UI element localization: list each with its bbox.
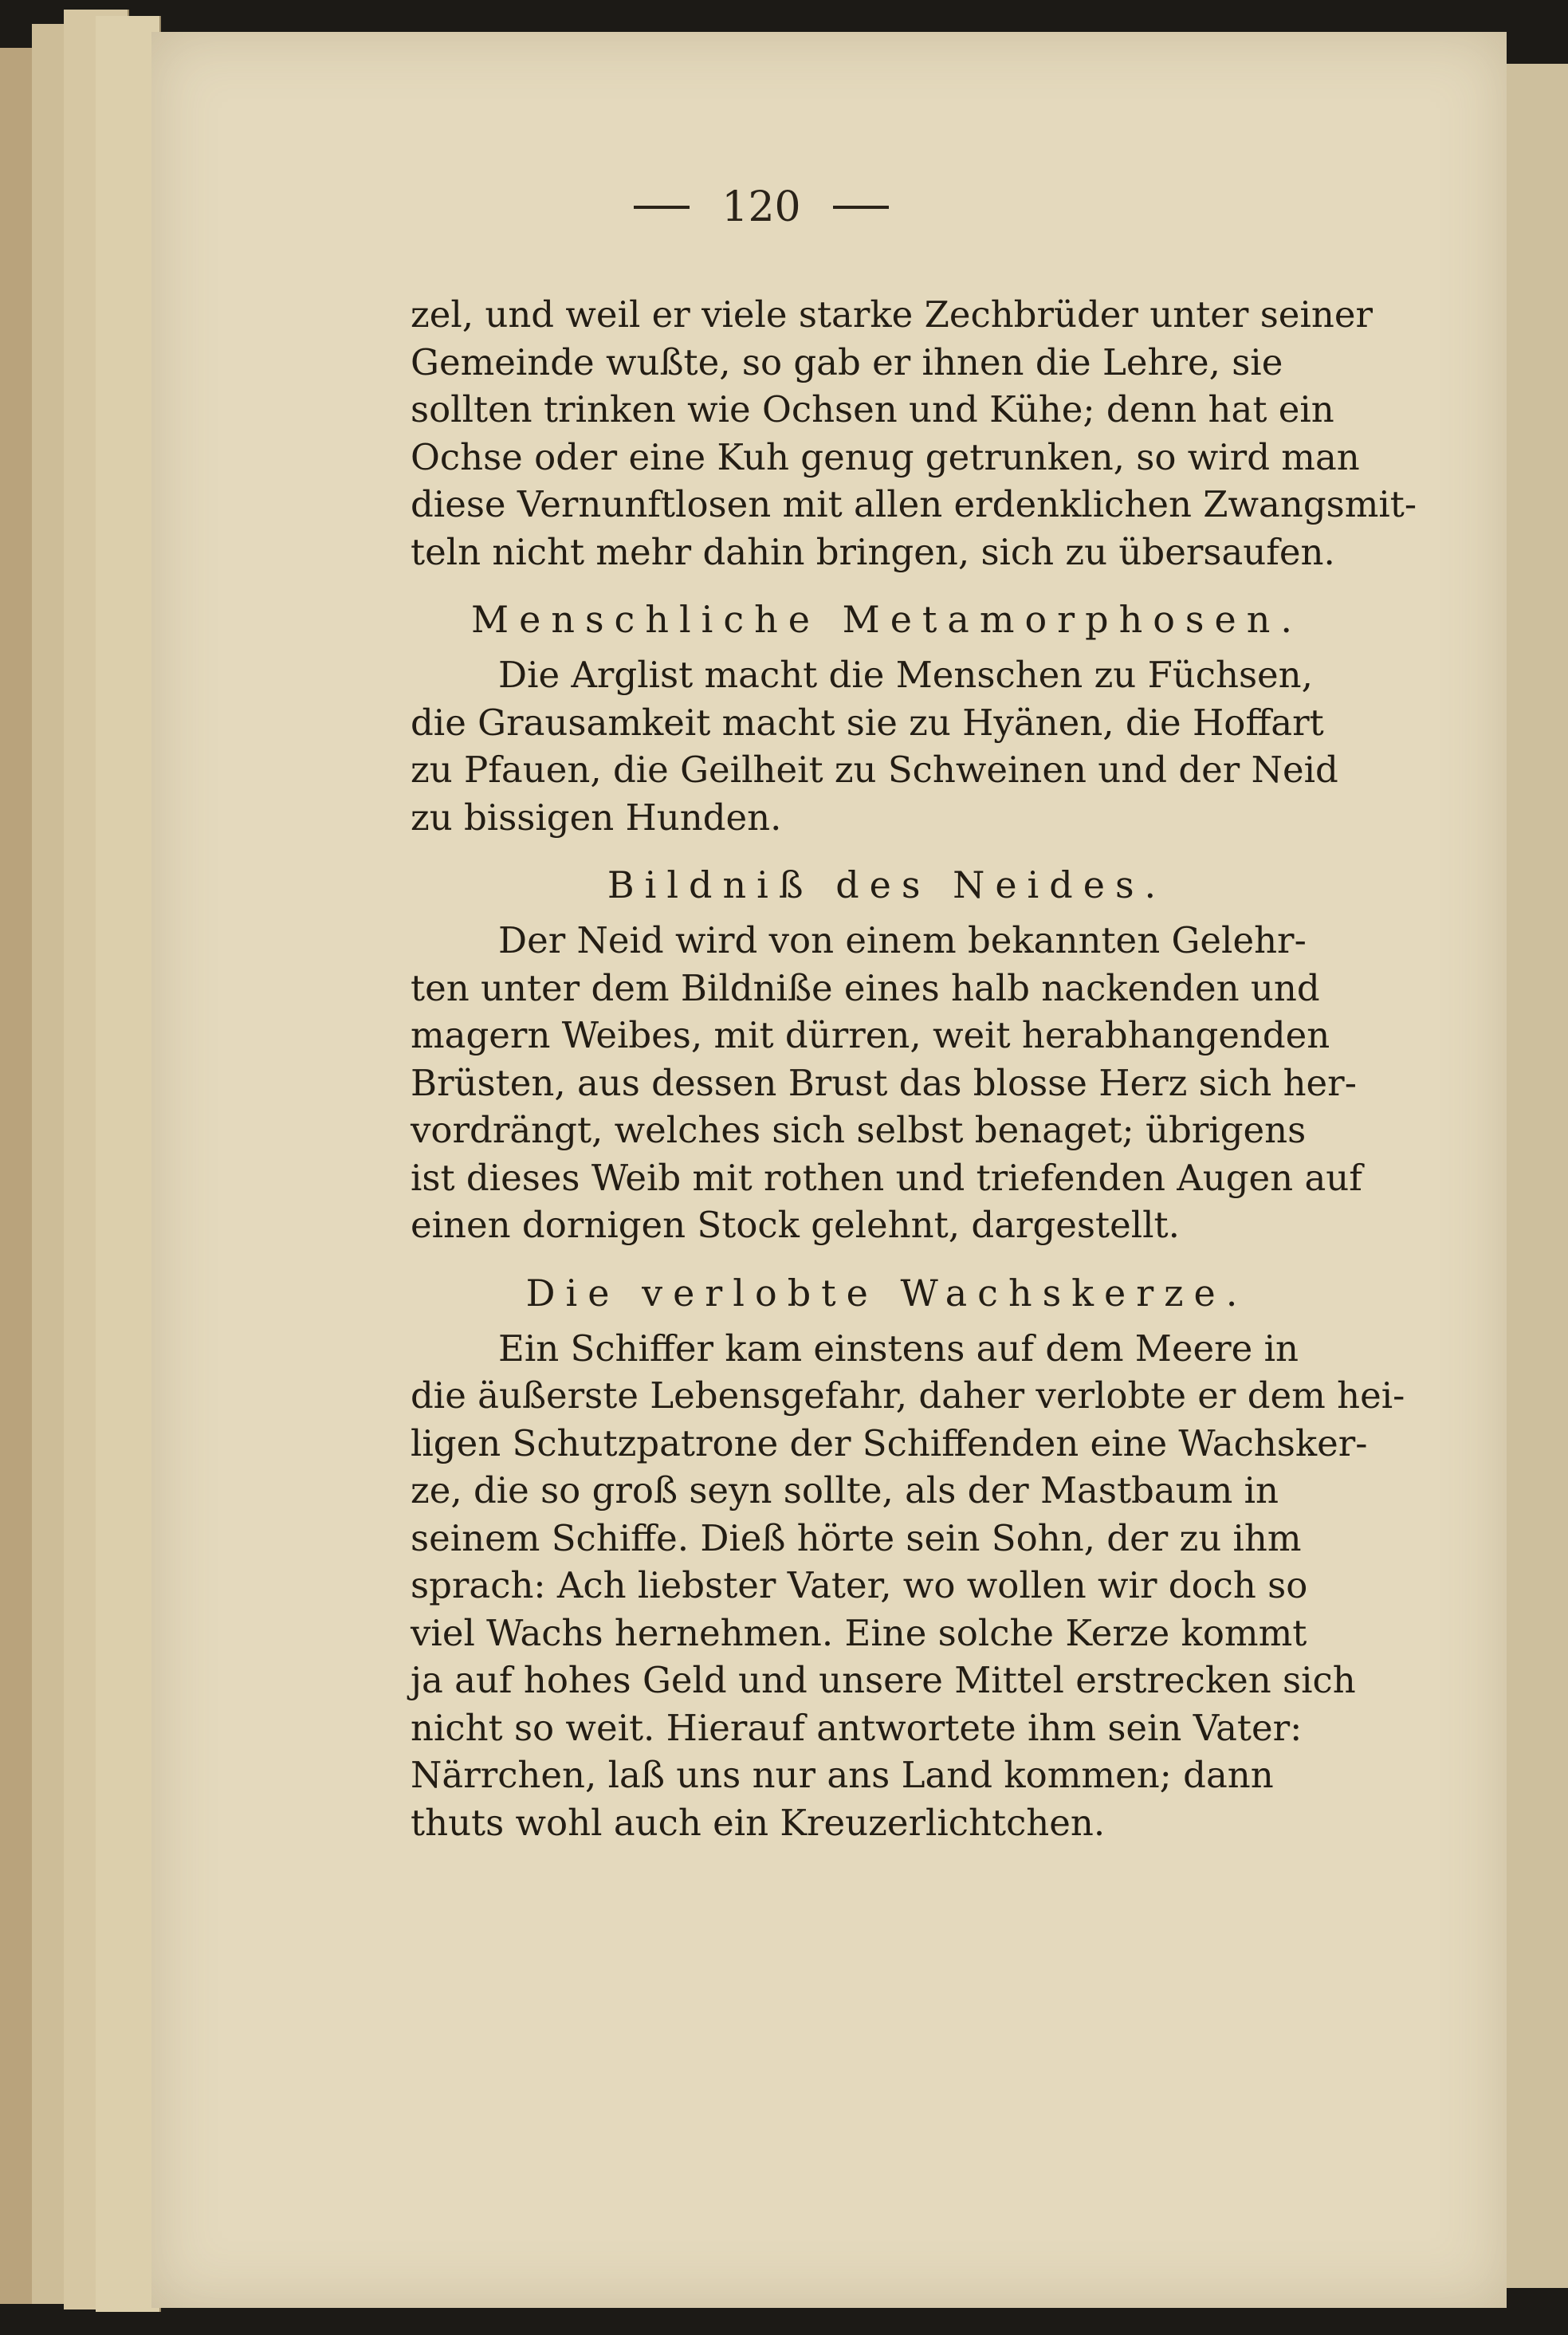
- text-line: magern Weibes, mit dürren, weit herabhangenden: [411, 1014, 1330, 1056]
- text-line: ja auf hohes Geld und unsere Mittel erstrecken sich: [411, 1659, 1356, 1701]
- text-line: ligen Schutzpatrone der Schiffenden eine Wachsker-: [411, 1421, 1368, 1464]
- header-rule-left: [634, 206, 690, 209]
- text-line: Ein Schiffer kam einstens auf dem Meere in: [498, 1327, 1299, 1370]
- text-line: einen dornigen Stock gelehnt, dargestellt.: [411, 1204, 1180, 1246]
- text-line: seinem Schiffe. Dieß hörte sein Sohn, der zu ihm: [411, 1516, 1302, 1559]
- text-line: zel, und weil er viele starke Zechbrüder unter seiner: [411, 293, 1373, 336]
- facing-page-edge: [1499, 64, 1568, 2288]
- text-line: Ochse oder eine Kuh genug getrunken, so wird man: [411, 435, 1360, 478]
- text-line: Der Neid wird von einem bekannten Gelehr-: [498, 919, 1307, 961]
- text-line: Brüsten, aus dessen Brust das blosse Herz sich her-: [411, 1061, 1357, 1104]
- text-line: nicht so weit. Hierauf antwortete ihm sein Vater:: [411, 1706, 1303, 1749]
- text-line: thuts wohl auch ein Kreuzerlichtchen.: [411, 1801, 1106, 1844]
- text-line: Närrchen, laß uns nur ans Land kommen; dann: [411, 1754, 1274, 1796]
- page-number: 120: [721, 183, 801, 231]
- text-line: vordrängt, welches sich selbst benaget; übrigens: [411, 1109, 1307, 1151]
- text-line: sollten trinken wie Ochsen und Kühe; denn hat ein: [411, 388, 1334, 430]
- paragraph: [411, 917, 1363, 1249]
- paragraph: [411, 1325, 1405, 1847]
- text-line: Gemeinde wußte, so gab er ihnen die Lehre, sie: [411, 340, 1283, 383]
- text-line: ten unter dem Bildniße eines halb nackenden und: [411, 966, 1320, 1009]
- text-line: die äußerste Lebensgefahr, daher verlobte er dem hei-: [411, 1374, 1405, 1417]
- section-heading: Menschliche Metamorphosen.: [471, 598, 1303, 641]
- text-line: zu bissigen Hunden.: [411, 796, 782, 839]
- text-line: diese Vernunftlosen mit allen erdenklichen Zwangsmit-: [411, 483, 1417, 525]
- paragraph: [411, 291, 1417, 576]
- text-line: sprach: Ach liebster Vater, wo wollen wir doch so: [411, 1564, 1308, 1606]
- text-block: [411, 291, 1417, 1846]
- section-heading: Die verlobte Wachskerze.: [525, 1271, 1248, 1315]
- text-line: ze, die so groß seyn sollte, als der Mastbaum in: [411, 1469, 1279, 1511]
- text-line: viel Wachs hernehmen. Eine solche Kerze kommt: [411, 1611, 1307, 1654]
- text-line: die Grausamkeit macht sie zu Hyänen, die Hoffart: [411, 701, 1324, 744]
- text-line: zu Pfauen, die Geilheit zu Schweinen und der Neid: [411, 749, 1338, 791]
- text-line: teln nicht mehr dahin bringen, sich zu übersaufen.: [411, 530, 1335, 573]
- header-rule-right: [833, 206, 889, 209]
- section-heading: Bildniß des Neides.: [607, 863, 1167, 906]
- page-header: [618, 179, 905, 235]
- paragraph: [411, 651, 1363, 841]
- text-line: ist dieses Weib mit rothen und triefenden Augen auf: [411, 1156, 1362, 1199]
- text-line: Die Arglist macht die Menschen zu Füchsen,: [498, 654, 1313, 696]
